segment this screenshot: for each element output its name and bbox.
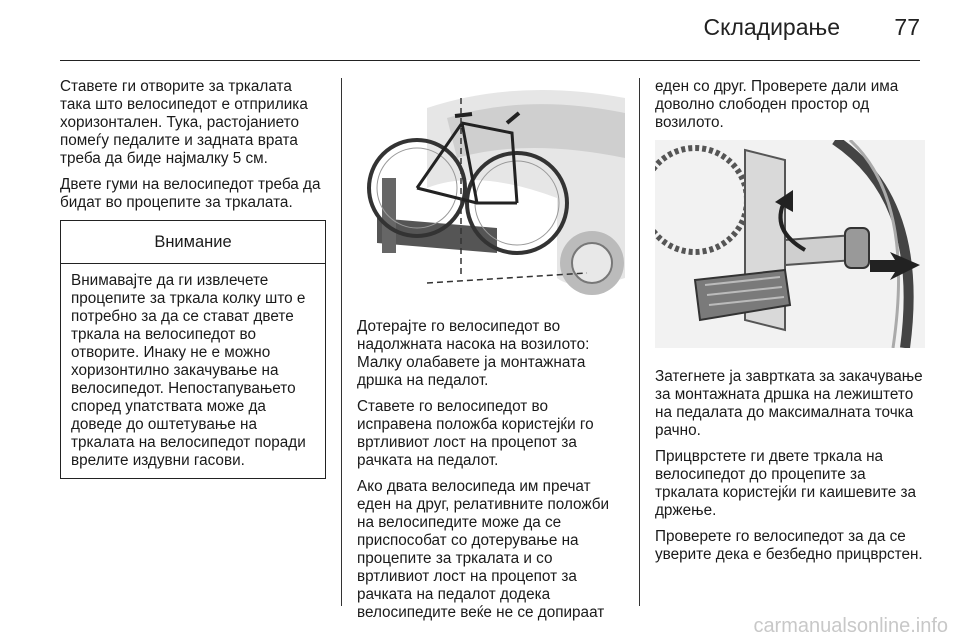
paragraph: Ставете ги отворите за тркалата така што велосипедот е отприлика хоризонтален. Тука, растојанието помеѓу педалите и задната врата треба да биде најмалку 5 см. bbox=[60, 78, 308, 167]
pedal-clamp-illustration bbox=[655, 140, 925, 348]
warning-box bbox=[60, 220, 326, 479]
page-number: 77 bbox=[894, 14, 920, 40]
column-divider bbox=[639, 78, 640, 606]
paragraph: Двете гуми на велосипедот треба да бидат во процепите за тркалата. bbox=[60, 176, 321, 211]
paragraph: Затегнете ја завртката за закачување за монтажната дршка на лежиштето на педалата до максималната точка рачно. bbox=[655, 368, 923, 439]
paragraph: Дотерајте го велосипедот во надолжната насока на возилото: Малку олабавете ја монтажната дршка на педалот. bbox=[357, 318, 590, 389]
paragraph: Ако двата велосипеда им пречат еден на друг, релативните положби на велосипедите може да се приспособат со дотерување на процепите за тркалата и со вртливиот лост на процепот за рачката на педалот додека велосипедите веќе не се допираат bbox=[357, 478, 610, 621]
column-right bbox=[655, 78, 925, 572]
paragraph: Проверете го велосипедот за да се уверите дека е безбедно прицврстен. bbox=[655, 528, 923, 563]
watermark-text: carmanualsonline.info bbox=[753, 615, 948, 637]
bike-carrier-illustration bbox=[357, 78, 625, 298]
column-middle bbox=[357, 78, 625, 630]
page-title: Складирање bbox=[703, 14, 840, 40]
paragraph: Ставете го велосипедот во исправена положба користејќи го вртливиот лост на процепот за рачката на педалот. bbox=[357, 398, 594, 469]
page-header bbox=[60, 0, 920, 61]
paragraph: еден со друг. Проверете дали има доволно слободен простор од возилото. bbox=[655, 78, 899, 131]
column-divider bbox=[341, 78, 342, 606]
column-left bbox=[60, 78, 326, 479]
warning-text: Внимавајте да ги извлечете процепите за тркала колку што е потребно за да се стават двете тркала на велосипедот во отворите. Инаку не е можно хоризонтилно закачување на велосипедот. Непостапувањето според упатствата може да доведе до оштетување на тркалата на велосипедот поради врелите издувни гасови. bbox=[71, 272, 306, 469]
paragraph: Прицврстете ги двете тркала на велосипедот до процепите за тркалата користејќи ги каишевите за држење. bbox=[655, 448, 917, 519]
warning-heading: Внимание bbox=[61, 221, 325, 264]
